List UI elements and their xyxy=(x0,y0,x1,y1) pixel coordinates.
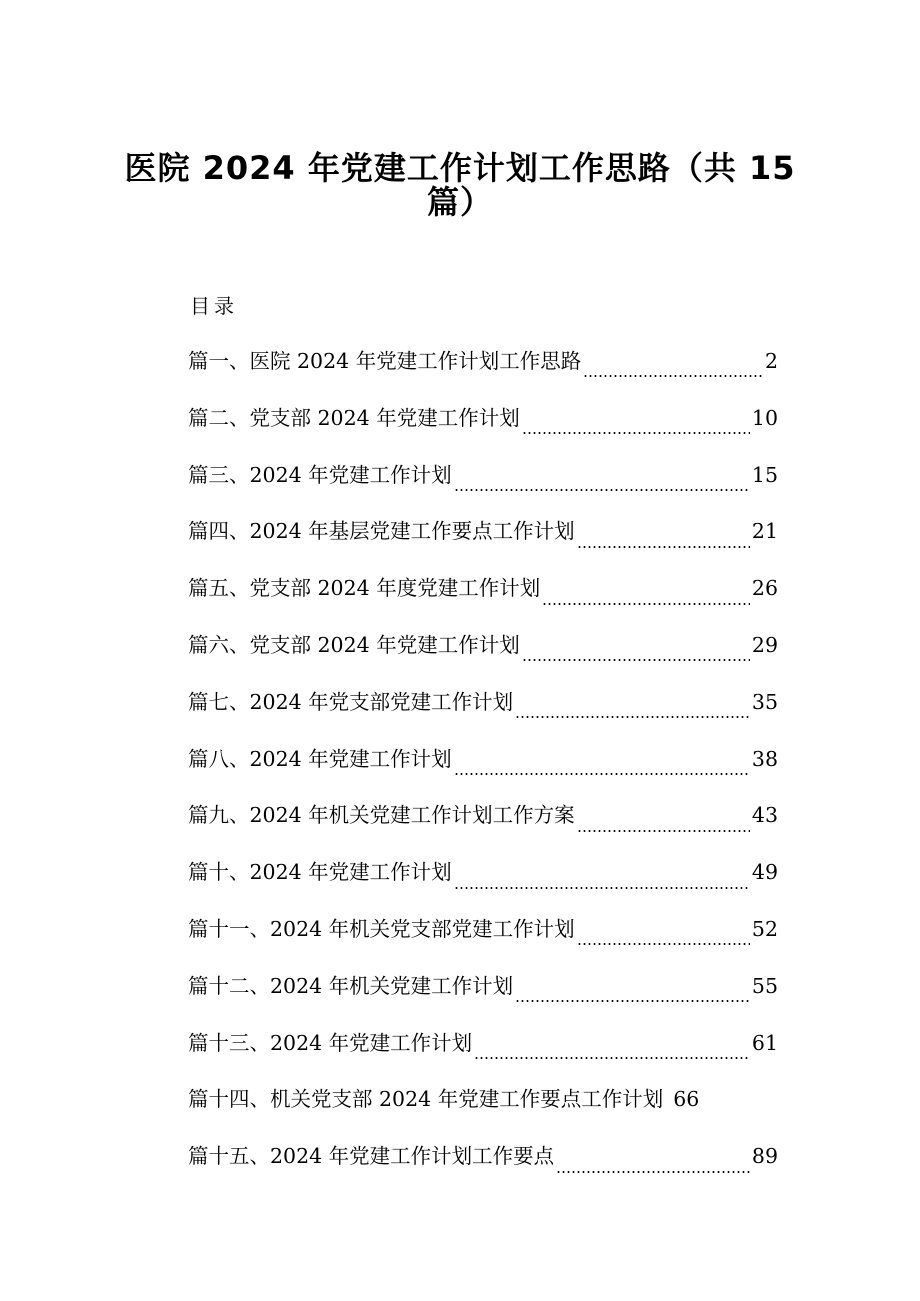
toc-page-number: 61 xyxy=(751,1030,778,1055)
toc-entry[interactable] xyxy=(188,852,778,909)
toc-dot-leader xyxy=(454,473,750,493)
toc-entry[interactable] xyxy=(188,909,778,966)
toc-page-number: 29 xyxy=(751,632,778,657)
toc-entry[interactable] xyxy=(188,966,778,1023)
toc-leader-spacer xyxy=(665,1098,671,1118)
toc-entry-title: 篇八、2024 年党建工作计划 xyxy=(188,746,452,771)
toc-entry[interactable] xyxy=(188,341,778,398)
toc-dot-leader xyxy=(577,814,750,834)
toc-page-number: 52 xyxy=(751,916,778,941)
toc-entry-title: 篇二、党支部 2024 年党建工作计划 xyxy=(188,405,520,430)
toc-dot-leader xyxy=(556,1155,750,1175)
toc-page-number: 15 xyxy=(751,462,778,487)
toc-entry[interactable] xyxy=(188,398,778,455)
toc-heading: 目录 xyxy=(190,294,238,318)
toc-page-number: 38 xyxy=(751,746,778,771)
toc-dot-leader xyxy=(515,984,750,1004)
toc-entry[interactable] xyxy=(188,739,778,796)
toc-entry-title: 篇四、2024 年基层党建工作要点工作计划 xyxy=(188,519,575,544)
toc-page-number: 10 xyxy=(751,405,778,430)
toc-entry[interactable] xyxy=(188,795,778,852)
toc-entry[interactable] xyxy=(188,682,778,739)
toc-entry-title: 篇九、2024 年机关党建工作计划工作方案 xyxy=(188,803,575,828)
toc-page-number: 89 xyxy=(751,1144,778,1169)
toc-dot-leader xyxy=(454,871,750,891)
toc-entry-title: 篇十、2024 年党建工作计划 xyxy=(188,860,452,885)
toc-entry-title: 篇一、医院 2024 年党建工作计划工作思路 xyxy=(188,349,582,373)
toc-dot-leader xyxy=(542,587,750,607)
toc-page-number: 43 xyxy=(751,803,778,828)
toc-entry[interactable] xyxy=(188,455,778,512)
toc-page-number: 55 xyxy=(751,973,778,998)
toc-entry[interactable] xyxy=(188,1079,748,1136)
toc-entry[interactable] xyxy=(188,1023,778,1080)
toc-entry-title: 篇十五、2024 年党建工作计划工作要点 xyxy=(188,1144,555,1169)
toc-dot-leader xyxy=(577,927,750,947)
toc-dot-leader xyxy=(515,700,750,720)
toc-entry[interactable] xyxy=(188,568,778,625)
toc-page-number: 66 xyxy=(673,1087,700,1112)
toc-page-number: 35 xyxy=(751,689,778,714)
toc-page-number: 21 xyxy=(751,519,778,544)
toc-entry-title: 篇十四、机关党支部 2024 年党建工作要点工作计划 xyxy=(188,1087,664,1112)
toc-page-number: 26 xyxy=(751,576,778,601)
toc-entry-title: 篇十三、2024 年党建工作计划 xyxy=(188,1030,473,1055)
toc-entry-title: 篇十二、2024 年机关党建工作计划 xyxy=(188,973,514,998)
toc-entry-title: 篇十一、2024 年机关党支部党建工作计划 xyxy=(188,916,575,941)
toc-page-number: 49 xyxy=(751,860,778,885)
toc-entry-title: 篇三、2024 年党建工作计划 xyxy=(188,462,452,487)
toc-entry-title: 篇七、2024 年党支部党建工作计划 xyxy=(188,689,514,714)
document-title-line-2: 篇） xyxy=(426,183,493,221)
toc-entry-title: 篇五、党支部 2024 年度党建工作计划 xyxy=(188,576,541,601)
toc-dot-leader xyxy=(522,643,750,663)
toc-dot-leader xyxy=(454,757,750,777)
toc-dot-leader xyxy=(522,416,750,436)
toc-entry[interactable] xyxy=(188,1136,778,1193)
toc-entry-title: 篇六、党支部 2024 年党建工作计划 xyxy=(188,632,520,657)
table-of-contents xyxy=(188,341,778,1193)
toc-dot-leader xyxy=(577,530,750,550)
toc-dot-leader xyxy=(583,359,763,379)
toc-entry[interactable] xyxy=(188,511,778,568)
toc-page-number: 2 xyxy=(764,349,778,373)
document-title-line-1: 医院 2024 年党建工作计划工作思路（共 15 xyxy=(124,149,796,187)
toc-entry[interactable] xyxy=(188,625,778,682)
toc-dot-leader xyxy=(474,1041,750,1061)
